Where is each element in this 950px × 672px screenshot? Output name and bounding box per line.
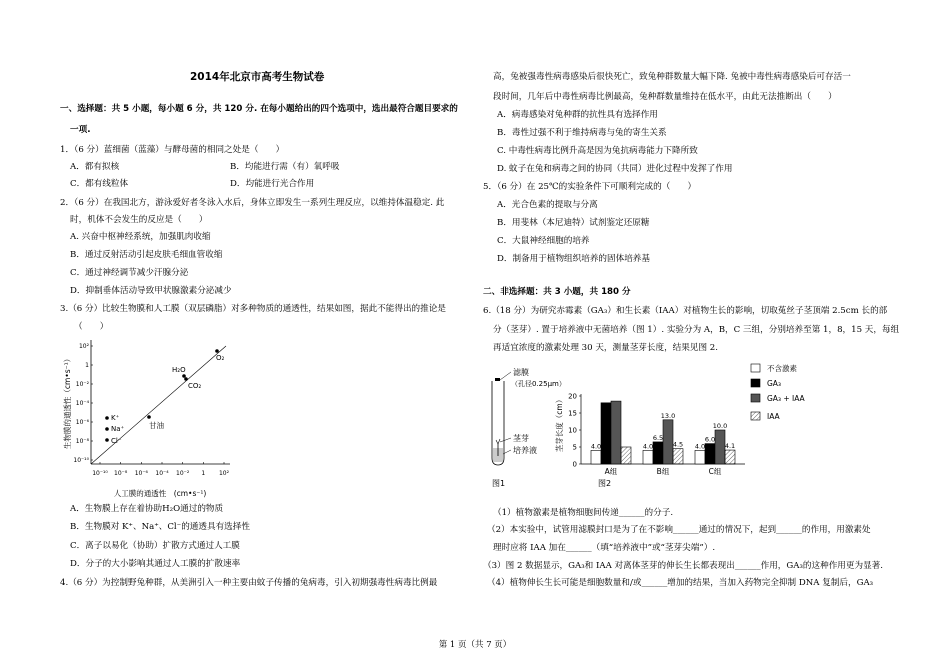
legend-label: GA₃	[767, 379, 781, 388]
q3-option-b: B．生物膜对 K⁺、Na⁺、Cl⁻的通透具有选择性	[70, 522, 250, 532]
bud-pointer	[500, 438, 511, 442]
bar-value-label: 4.0	[694, 442, 706, 451]
y-tick-label: 1	[85, 362, 89, 369]
q4-option-a: A．病毒感染对兔种群的抗性具有选择作用	[497, 110, 658, 120]
y-tick-label: 10⁻⁶	[75, 419, 89, 426]
bar-value-label: 4.0	[590, 442, 602, 451]
y-tick-label: 10²	[78, 343, 89, 350]
q6-subq-1: （1）植物激素是植物细胞间传递______的分子.	[493, 508, 674, 518]
point-label-h2o: H₂O	[172, 366, 186, 374]
bar-C组-不含激素	[695, 450, 705, 464]
legend-swatch	[751, 394, 760, 402]
q4-stem-line2: 高，兔被强毒性病毒感染后很快死亡，致兔种群数量大幅下降. 兔被中毒性病毒感染后可存活一	[493, 72, 851, 82]
section-1-heading-cont: 一项.	[70, 125, 91, 135]
legend-swatch	[751, 379, 760, 387]
bar-value-label: 13.0	[660, 411, 676, 420]
point-glycerol	[147, 415, 151, 419]
diagonal-line	[91, 346, 226, 464]
category-label: B组	[656, 467, 670, 476]
bar-value-label: 4.1	[724, 442, 736, 451]
point-h2o	[182, 374, 186, 378]
q6-stem-line2: 分（茎芽）. 置于培养液中无菌培养（图 1）. 实验分为 A，B，C 三组，分别培养至第 1，8，15 天，每组	[493, 325, 900, 335]
figure-1-label: 图1	[492, 479, 506, 488]
y-tick-label: 10⁻²	[75, 381, 89, 388]
medium-label: 培养液	[513, 446, 537, 455]
y-tick-label: 10⁻¹⁰	[73, 457, 89, 464]
bud-label: 茎芽	[513, 434, 529, 443]
bar-B组-GA₃ + IAA	[663, 420, 673, 464]
bar-B组-IAA	[673, 449, 683, 464]
q1-stem: 1．（6 分）蓝细菌（蓝藻）与酵母菌的相同之处是（ ）	[60, 145, 285, 155]
pore-size-label: （孔径0.25μm）	[511, 380, 566, 388]
chart-y-tick-label: 0	[572, 460, 577, 469]
q1-option-a: A．都有拟核	[70, 162, 120, 172]
q2-stem-line2: 时，机体不会发生的反应是（ ）	[70, 215, 208, 225]
q5-option-a: A．光合色素的提取与分离	[497, 200, 598, 210]
legend-label: IAA	[767, 412, 780, 421]
q5-option-c: C．大鼠神经细胞的培养	[497, 236, 590, 246]
point-co2	[184, 377, 188, 381]
point-label-na: Na⁺	[111, 425, 125, 433]
q1-option-d: D．均能进行光合作用	[230, 179, 315, 189]
legend-swatch	[751, 364, 760, 372]
q4-stem-line1: 4.（6 分）为控制野兔种群，从美洲引入一种主要由蚊子传播的兔病毒，引入初期强毒性病毒比例最	[60, 578, 438, 588]
legend-label: 不含激素	[767, 364, 797, 373]
q4-option-d: D. 蚊子在兔和病毒之间的协同（共同）进化过程中发挥了作用	[497, 164, 733, 174]
q1-option-c: C．都有线粒体	[70, 179, 129, 189]
q3-option-c: C．离子以易化（协助）扩散方式通过人工膜	[70, 541, 240, 551]
category-label: C组	[708, 467, 722, 476]
q2-stem-line1: 2．（6 分）在我国北方，游泳爱好者冬泳入水后，身体立即发生一系列生理反应，以维持体温稳定. 此	[60, 198, 445, 208]
figure-2-label: 图2	[598, 479, 612, 488]
q3-stem-line2: （ ）	[74, 322, 109, 332]
bar-value-label: 6.5	[652, 433, 664, 442]
point-label-glycerol: 甘油	[149, 421, 164, 430]
bar-C组-GA₃ + IAA	[715, 430, 725, 464]
point-k	[105, 416, 109, 420]
bar-B组-GA₃	[653, 442, 663, 464]
q2-option-c: C．通过神经调节减少汗腺分泌	[70, 268, 189, 278]
bar-A组-GA₃ + IAA	[611, 401, 621, 464]
legend-label: GA₃ + IAA	[767, 394, 805, 403]
y-tick-label: 10⁻⁴	[75, 400, 89, 407]
legend-swatch	[751, 412, 760, 420]
filter-label: 滤膜	[513, 368, 529, 377]
chart-y-tick-label: 10	[568, 426, 577, 435]
x-tick-label: 10⁻⁴	[155, 470, 169, 477]
q6-stem-line1: 6.（18 分）为研究赤霉素（GA₃）和生长素（IAA）对植物生长的影响，切取菟丝子茎顶端 2.5cm 长的部	[483, 306, 888, 316]
point-na	[105, 427, 109, 431]
bar-B组-不含激素	[643, 450, 653, 464]
y-tick-label: 10⁻⁸	[75, 438, 89, 445]
x-tick-label: 1	[201, 470, 206, 477]
fig3-x-axis-label: 人工膜的通透性 (cm•s⁻¹)	[113, 489, 207, 498]
fig3-y-axis-label: 生物膜的通透性（cm•s⁻¹）	[63, 354, 72, 450]
x-tick-label: 10⁻⁶	[134, 470, 148, 477]
x-tick-label: 10²	[218, 470, 230, 477]
bar-value-label: 4.5	[672, 440, 684, 449]
q6-subq-2-line2: 理时应将 IAA 加在______（填“培养液中”或“茎芽尖端”）.	[493, 543, 716, 553]
q5-stem: 5．（6 分）在 25℃的实验条件下可顺利完成的（ ）	[483, 182, 697, 192]
q5-option-d: D．制备用于植物组织培养的固体培养基	[497, 254, 650, 264]
x-tick-label: 10⁻¹⁰	[92, 470, 108, 477]
q6-subq-3: （3）图 2 数据显示，GA₃和 IAA 对离体茎芽的伸长生长都表现出______作用，GA₃的这种作用更为显著.	[483, 561, 883, 571]
q2-option-b: B．通过反射活动引起皮肤毛细血管收缩	[70, 250, 223, 260]
chart-legend	[751, 363, 806, 421]
section-1-heading: 一、选择题：共 5 小题，每小题 6 分，共 120 分. 在每小题给出的四个选项中，选出最符合题目要求的	[60, 104, 458, 114]
bar-A组-IAA	[621, 447, 631, 464]
point-label-cl: Cl⁻	[111, 437, 122, 445]
q4-stem-line3: 段时间，几年后中毒性病毒比例最高，兔种群数量维持在低水平，由此无法推断出（ ）	[493, 92, 837, 102]
point-label-k: K⁺	[111, 414, 120, 422]
page-footer: 第 1 页（共 7 页）	[438, 640, 512, 650]
q6-subq-2-line1: （2）本实验中，试管用滤膜封口是为了在不影响______通过的情况下，起到______的作用，用激素处	[487, 525, 871, 535]
q2-option-d: D．抑制垂体活动导致甲状腺激素分泌减少	[70, 286, 232, 296]
q5-option-b: B．用斐林（本尼迪特）试剂鉴定还原糖	[497, 218, 650, 228]
q3-option-a: A．生物膜上存在着协助H₂O通过的物质	[70, 504, 224, 514]
point-label-co2: CO₂	[188, 382, 202, 390]
fig2-y-axis-label: 茎芽长度（cm）	[555, 395, 564, 453]
bar-value-label: 6.0	[704, 435, 716, 444]
chart-y-tick-label: 20	[568, 392, 577, 401]
q4-option-c: C. 中毒性病毒比例升高是因为兔抗病毒能力下降所致	[497, 146, 698, 156]
chart-y-tick-label: 15	[568, 409, 577, 418]
chart-y-tick-label: 5	[572, 443, 577, 452]
bar-C组-GA₃	[705, 444, 715, 464]
q3-option-d: D．分子的大小影响其通过人工膜的扩散速率	[70, 559, 241, 569]
point-label-o2: O₂	[216, 354, 225, 362]
q4-option-b: B．毒性过强不利于维持病毒与兔的寄生关系	[497, 128, 667, 138]
x-tick-label: 10⁻²	[176, 470, 190, 477]
filter-cap	[495, 378, 500, 381]
point-cl	[105, 438, 109, 442]
section-2-heading: 二、非选择题：共 3 小题，共 180 分	[483, 287, 631, 297]
permeability-figure	[60, 336, 260, 500]
bar-value-label: 4.0	[642, 442, 654, 451]
fig2-bar-chart	[568, 393, 745, 477]
q6-subq-4: （4）植物伸长生长可能是细胞数量和/或______增加的结果，当加入药物完全抑制 DNA 复制后，GA₃	[487, 578, 874, 588]
point-o2	[215, 349, 219, 353]
q3-stem-line1: 3.（6 分）比较生物膜和人工膜（双层磷脂）对多种物质的通透性，结果如图，据此不能得出的推论是	[60, 304, 446, 314]
category-label: A组	[604, 467, 618, 476]
figure-1-2	[483, 362, 903, 490]
bar-value-label: 10.0	[712, 422, 728, 430]
bar-C组-IAA	[725, 450, 735, 464]
q1-option-b: B．均能进行需（有）氧呼吸	[230, 162, 340, 172]
q6-stem-line3: 再适宜浓度的激素处理 30 天，测量茎芽长度，结果见图 2.	[493, 343, 718, 353]
q2-option-a: A. 兴奋中枢神经系统，加强肌肉收缩	[70, 232, 211, 242]
page-title: 2014年北京市高考生物试卷	[190, 71, 325, 83]
bar-A组-GA₃	[601, 403, 611, 464]
x-tick-label: 10⁻⁸	[114, 470, 128, 477]
bar-A组-不含激素	[591, 450, 601, 464]
bud-shape	[496, 439, 500, 444]
filter-pointer	[500, 372, 511, 380]
